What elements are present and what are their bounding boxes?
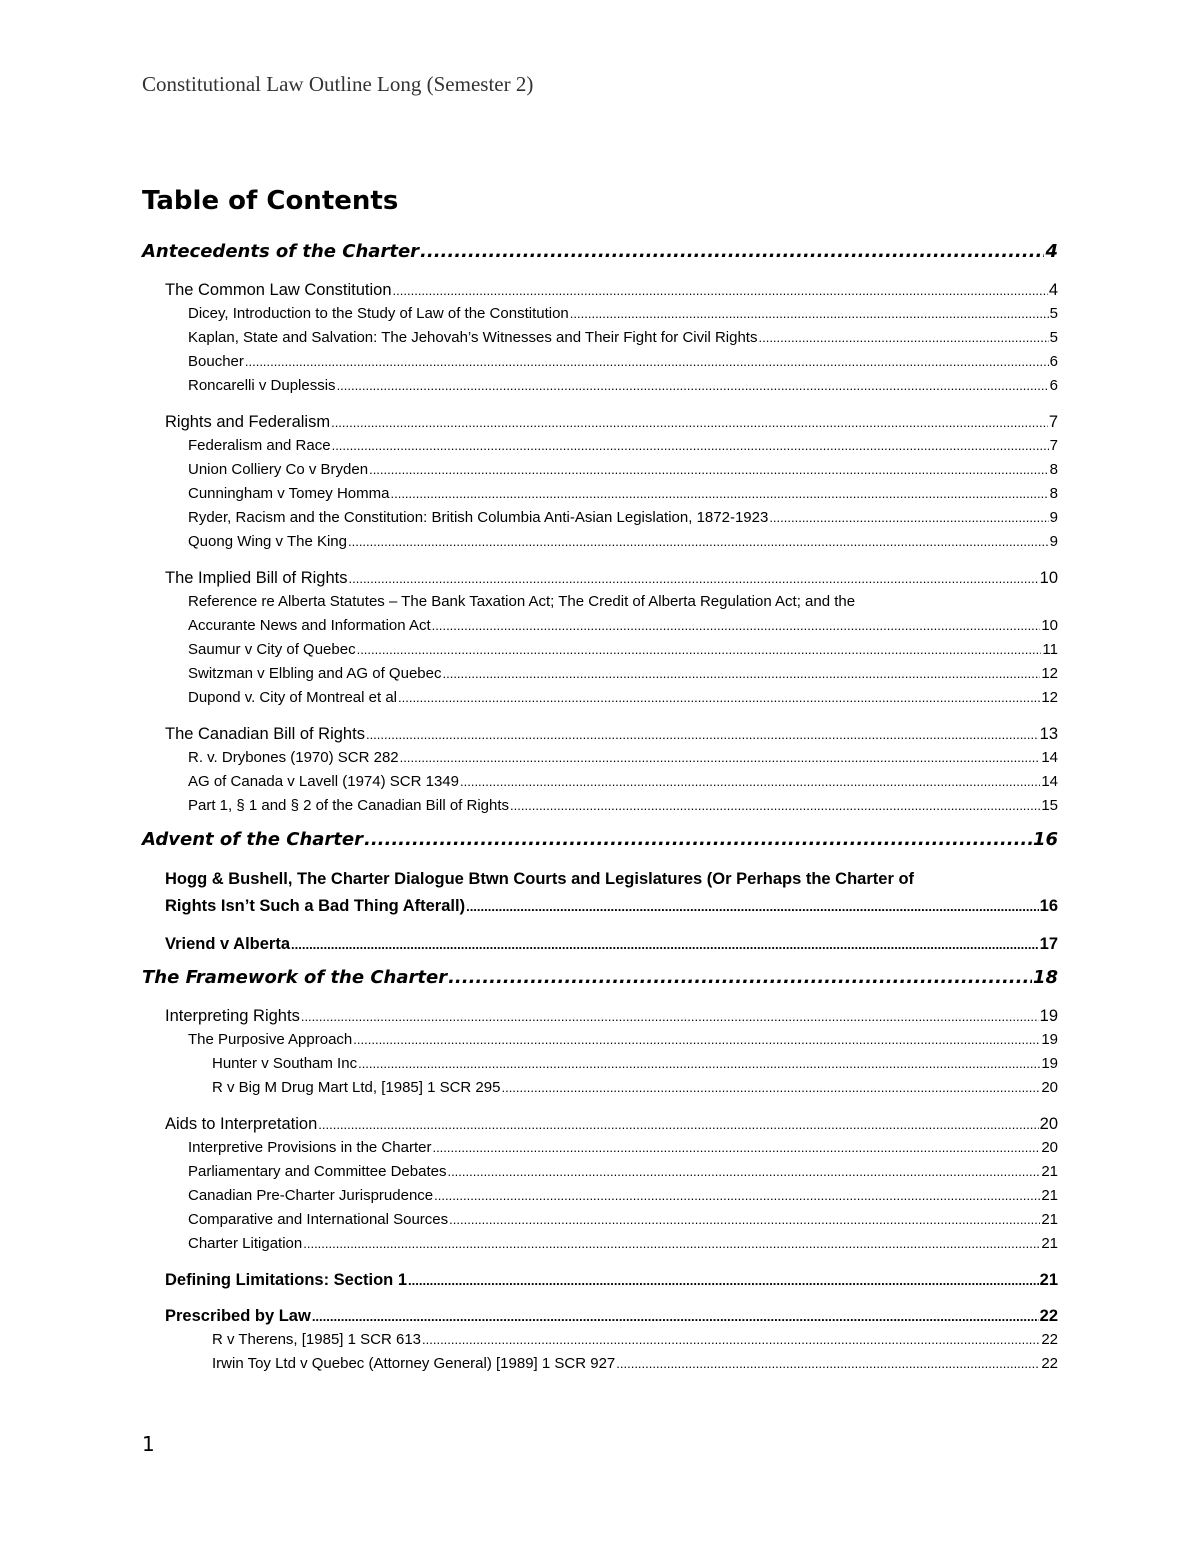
toc-entry-page: 15	[1041, 797, 1058, 814]
dot-leader	[393, 278, 1048, 303]
toc-entry-page: 19	[1041, 1031, 1058, 1048]
toc-entry-title: AG of Canada v Lavell (1974) SCR 1349	[188, 773, 459, 790]
toc-entry-page: 8	[1049, 461, 1058, 478]
toc-entry-title: Charter Litigation	[188, 1235, 303, 1252]
toc-entry-page: 21	[1041, 1187, 1058, 1204]
toc-entry-page: 4	[1048, 281, 1058, 299]
dot-leader	[447, 1160, 1040, 1184]
toc-entry-page: 19	[1039, 1007, 1058, 1025]
toc-entry-page: 22	[1041, 1331, 1058, 1348]
toc-entry-page: 5	[1049, 305, 1058, 322]
toc-subsection[interactable]	[142, 1268, 1058, 1292]
dot-leader	[369, 458, 1049, 482]
dot-leader	[318, 1112, 1038, 1137]
toc-item[interactable]	[142, 1184, 1058, 1208]
toc-entry-page: 20	[1041, 1139, 1058, 1156]
toc-subsection[interactable]	[142, 722, 1058, 746]
dot-leader	[449, 1208, 1040, 1232]
toc-subsection[interactable]	[142, 566, 1058, 590]
dot-leader	[331, 410, 1048, 435]
toc-entry-title: Prescribed by Law	[165, 1307, 311, 1325]
toc-entry-title: The Framework of the Charter	[142, 967, 448, 988]
toc-entry-title: Kaplan, State and Salvation: The Jehovah’s Witnesses and Their Fight for Civil Rights	[188, 329, 758, 346]
toc-entry-title: Federalism and Race	[188, 437, 331, 454]
toc-entry-title: Comparative and International Sources	[188, 1211, 449, 1228]
page-number: 1	[142, 1432, 155, 1456]
toc-entry-title: Boucher	[188, 353, 244, 370]
toc-entry-page: 7	[1048, 413, 1058, 431]
table-of-contents	[142, 232, 1058, 1376]
dot-leader	[390, 482, 1048, 506]
toc-item[interactable]	[142, 770, 1058, 794]
toc-entry-page: 12	[1041, 689, 1058, 706]
toc-entry-page: 9	[1049, 533, 1058, 550]
toc-subsection[interactable]	[142, 1304, 1058, 1328]
toc-item[interactable]	[142, 1208, 1058, 1232]
toc-item[interactable]	[142, 482, 1058, 506]
toc-entry-title: Aids to Interpretation	[165, 1115, 318, 1133]
toc-entry-page: 20	[1039, 1115, 1058, 1133]
toc-entry-title: Accurante News and Information Act	[188, 617, 431, 634]
toc-entry-title: Rights Isn’t Such a Bad Thing Afterall)	[165, 897, 466, 915]
toc-item[interactable]	[142, 1232, 1058, 1256]
toc-entry-title: Union Colliery Co v Bryden	[188, 461, 369, 478]
dot-leader	[348, 530, 1049, 554]
toc-entry-title: The Implied Bill of Rights	[165, 569, 348, 587]
toc-subitem[interactable]	[142, 1076, 1058, 1100]
dot-leader	[364, 828, 1032, 852]
toc-entry-page: 13	[1039, 725, 1058, 743]
toc-entry-title: Ryder, Racism and the Constitution: British Columbia Anti-Asian Legislation, 1872-1923	[188, 509, 769, 526]
dot-leader	[291, 932, 1039, 957]
dot-leader	[460, 770, 1040, 794]
toc-item[interactable]	[142, 638, 1058, 662]
toc-item[interactable]	[142, 1352, 1058, 1376]
toc-entry-title: Interpreting Rights	[165, 1007, 300, 1025]
dot-leader	[398, 686, 1040, 710]
toc-entry-page: 21	[1041, 1163, 1058, 1180]
toc-section[interactable]	[142, 966, 1058, 990]
toc-entry-title: Antecedents of the Charter	[142, 241, 420, 262]
toc-entry-title-line1: Reference re Alberta Statutes – The Bank Taxation Act; The Credit of Alberta Regulation Act; and the	[188, 593, 856, 610]
toc-item[interactable]	[142, 662, 1058, 686]
toc-entry-page: 14	[1041, 749, 1058, 766]
toc-section[interactable]	[142, 828, 1058, 852]
toc-entry-page: 21	[1039, 1271, 1058, 1289]
toc-entry-page: 20	[1041, 1079, 1058, 1096]
toc-entry-title: Canadian Pre-Charter Jurisprudence	[188, 1187, 434, 1204]
toc-subsection[interactable]	[142, 1004, 1058, 1028]
toc-entry-page: 14	[1041, 773, 1058, 790]
dot-leader	[570, 302, 1049, 326]
toc-entry-page: 7	[1049, 437, 1058, 454]
toc-entry-title: Switzman v Elbling and AG of Quebec	[188, 665, 442, 682]
dot-leader	[448, 966, 1032, 990]
dot-leader	[366, 722, 1039, 747]
toc-item[interactable]	[142, 686, 1058, 710]
toc-entry-page: 22	[1039, 1307, 1058, 1325]
toc-item[interactable]	[142, 434, 1058, 458]
dot-leader	[408, 1268, 1039, 1293]
toc-entry-page: 4	[1045, 241, 1058, 262]
toc-entry-title: Interpretive Provisions in the Charter	[188, 1139, 432, 1156]
toc-entry-title: Hunter v Southam Inc	[212, 1055, 358, 1072]
toc-entry-page: 6	[1049, 377, 1058, 394]
toc-entry-page: 10	[1041, 617, 1058, 634]
toc-entry-page: 22	[1041, 1355, 1058, 1372]
dot-leader	[422, 1328, 1040, 1352]
toc-item[interactable]	[142, 350, 1058, 374]
toc-entry-title: Irwin Toy Ltd v Quebec (Attorney General) [1989] 1 SCR 927	[212, 1355, 616, 1372]
toc-entry-title: Rights and Federalism	[165, 413, 331, 431]
toc-item[interactable]	[142, 590, 1058, 638]
dot-leader	[400, 746, 1041, 770]
toc-item[interactable]	[142, 506, 1058, 530]
toc-subsection[interactable]	[142, 278, 1058, 302]
toc-entry-page: 16	[1039, 897, 1058, 915]
toc-entry-page: 18	[1032, 967, 1058, 988]
toc-entry-page: 16	[1032, 829, 1058, 850]
toc-entry-page: 11	[1042, 641, 1058, 658]
toc-subsection[interactable]	[142, 932, 1058, 956]
dot-leader	[357, 638, 1042, 662]
dot-leader	[337, 374, 1049, 398]
dot-leader	[353, 1028, 1040, 1052]
toc-entry-page: 6	[1049, 353, 1058, 370]
toc-item[interactable]	[142, 458, 1058, 482]
toc-item[interactable]	[142, 794, 1058, 818]
dot-leader	[769, 506, 1048, 530]
dot-leader	[332, 434, 1049, 458]
toc-entry-title: Dicey, Introduction to the Study of Law of the Constitution	[188, 305, 569, 322]
toc-entry-title: Dupond v. City of Montreal et al	[188, 689, 397, 706]
toc-item[interactable]	[142, 326, 1058, 350]
toc-entry-page: 8	[1049, 485, 1058, 502]
toc-section[interactable]	[142, 240, 1058, 264]
toc-item[interactable]	[142, 1136, 1058, 1160]
dot-leader	[303, 1232, 1040, 1256]
toc-entry-title: Vriend v Alberta	[165, 935, 291, 953]
toc-entry-title: The Canadian Bill of Rights	[165, 725, 365, 743]
dot-leader	[616, 1352, 1040, 1376]
dot-leader	[442, 662, 1040, 686]
toc-item[interactable]	[142, 530, 1058, 554]
toc-entry-page: 12	[1041, 665, 1058, 682]
toc-subsection[interactable]	[142, 866, 1058, 920]
toc-entry-page: 5	[1049, 329, 1058, 346]
running-header: Constitutional Law Outline Long (Semester 2)	[142, 72, 534, 96]
toc-item[interactable]	[142, 374, 1058, 398]
toc-entry-title: Part 1, § 1 and § 2 of the Canadian Bill of Rights	[188, 797, 510, 814]
dot-leader	[301, 1004, 1039, 1029]
toc-entry-title: Cunningham v Tomey Homma	[188, 485, 390, 502]
toc-item[interactable]	[142, 1328, 1058, 1352]
toc-item[interactable]	[142, 746, 1058, 770]
dot-leader	[245, 350, 1049, 374]
dot-leader	[434, 1184, 1040, 1208]
toc-entry-page: 17	[1039, 935, 1058, 953]
toc-entry-title: R v Therens, [1985] 1 SCR 613	[212, 1331, 422, 1348]
toc-subsection[interactable]	[142, 410, 1058, 434]
toc-subitem[interactable]	[142, 1052, 1058, 1076]
toc-entry-title: Defining Limitations: Section 1	[165, 1271, 408, 1289]
toc-subsection[interactable]	[142, 1112, 1058, 1136]
toc-entry-title: The Purposive Approach	[188, 1031, 353, 1048]
dot-leader	[358, 1052, 1040, 1076]
toc-item[interactable]	[142, 302, 1058, 326]
toc-item[interactable]	[142, 1160, 1058, 1184]
toc-entry-title-line1: Hogg & Bushell, The Charter Dialogue Btwn Courts and Legislatures (Or Perhaps the Charter of	[165, 870, 915, 888]
dot-leader	[420, 240, 1044, 264]
dot-leader	[349, 566, 1039, 591]
toc-entry-page: 9	[1049, 509, 1058, 526]
toc-entry-page: 21	[1041, 1211, 1058, 1228]
dot-leader	[758, 326, 1048, 350]
toc-entry-page: 10	[1039, 569, 1058, 587]
dot-leader	[432, 614, 1041, 638]
toc-entry-title: Saumur v City of Quebec	[188, 641, 356, 658]
dot-leader	[312, 1304, 1039, 1329]
toc-entry-title: Parliamentary and Committee Debates	[188, 1163, 447, 1180]
toc-entry-title: Advent of the Charter	[142, 829, 363, 850]
toc-entry-title: Quong Wing v The King	[188, 533, 347, 550]
toc-entry-title: R v Big M Drug Mart Ltd, [1985] 1 SCR 295	[212, 1079, 501, 1096]
toc-entry-title: R. v. Drybones (1970) SCR 282	[188, 749, 399, 766]
dot-leader	[466, 893, 1039, 920]
toc-entry-title: Roncarelli v Duplessis	[188, 377, 336, 394]
dot-leader	[432, 1136, 1040, 1160]
toc-entry-page: 19	[1041, 1055, 1058, 1072]
toc-entry-title: The Common Law Constitution	[165, 281, 392, 299]
dot-leader	[501, 1076, 1040, 1100]
toc-item[interactable]	[142, 1028, 1058, 1052]
dot-leader	[510, 794, 1040, 818]
toc-entry-page: 21	[1041, 1235, 1058, 1252]
toc-title: Table of Contents	[142, 186, 399, 216]
